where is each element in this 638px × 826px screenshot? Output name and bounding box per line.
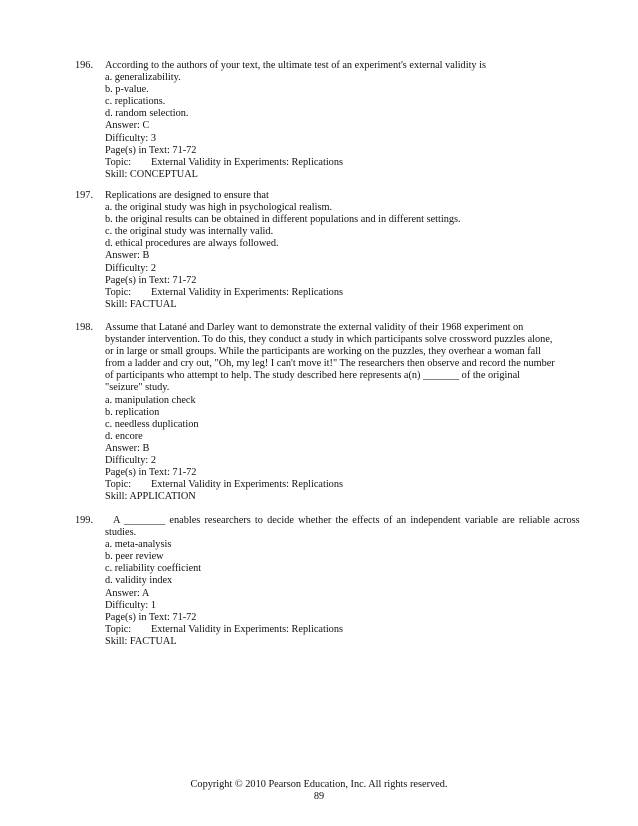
skill: Skill: APPLICATION bbox=[105, 491, 196, 503]
difficulty: Difficulty: 2 bbox=[105, 455, 157, 467]
option-a: a. generalizability. bbox=[105, 72, 181, 84]
topic-label: Topic: bbox=[105, 156, 132, 168]
topic bbox=[105, 479, 575, 491]
topic-label: Topic: bbox=[105, 623, 132, 635]
option-a: a. meta-analysis bbox=[105, 539, 172, 551]
question-198 bbox=[75, 322, 575, 503]
question-199 bbox=[75, 515, 580, 648]
option-b: b. the original results can be obtained in different populations and in different settings. bbox=[105, 214, 461, 226]
topic bbox=[105, 287, 575, 299]
option-b: b. peer review bbox=[105, 551, 164, 563]
question-body bbox=[105, 322, 575, 503]
answer: Answer: B bbox=[105, 250, 150, 262]
topic bbox=[105, 157, 575, 169]
topic-value: External Validity in Experiments: Replications bbox=[151, 479, 343, 491]
option-c: c. needless duplication bbox=[105, 418, 199, 430]
topic-value: External Validity in Experiments: Replications bbox=[151, 156, 343, 168]
skill: Skill: CONCEPTUAL bbox=[105, 168, 198, 180]
option-d: d. validity index bbox=[105, 575, 173, 587]
difficulty: Difficulty: 1 bbox=[105, 599, 157, 611]
question-number: 199. bbox=[75, 515, 94, 526]
option-b: b. p-value. bbox=[105, 84, 149, 96]
text-pages: Page(s) in Text: 71-72 bbox=[105, 274, 197, 286]
question-stem-line: studies. bbox=[105, 527, 137, 539]
page-number: 89 bbox=[313, 791, 325, 802]
question-stem-line: bystander intervention. To do this, they conduct a study in which participants solve crossword puzzles alone, bbox=[105, 334, 553, 346]
question-body bbox=[105, 515, 580, 648]
topic bbox=[105, 624, 575, 636]
topic-value: External Validity in Experiments: Replications bbox=[151, 286, 343, 298]
option-d: d. encore bbox=[105, 430, 143, 442]
page-footer bbox=[0, 779, 638, 803]
answer: Answer: A bbox=[105, 587, 150, 599]
option-c: c. the original study was internally valid. bbox=[105, 226, 274, 238]
text-pages: Page(s) in Text: 71-72 bbox=[105, 611, 197, 623]
difficulty: Difficulty: 3 bbox=[105, 132, 157, 144]
question-stem: Replications are designed to ensure that bbox=[105, 190, 269, 201]
question-stem-text: A ________ enables researchers to decide whether the effects of an independent variable are reliable across bbox=[113, 515, 580, 526]
question-stem-line: Assume that Latané and Darley want to demonstrate the external validity of their 1968 experiment on bbox=[105, 322, 524, 333]
question-197 bbox=[75, 190, 575, 311]
text-pages: Page(s) in Text: 71-72 bbox=[105, 144, 197, 156]
question-stem-line: of participants who attempt to help. The study described here represents a(n) _______ of the original bbox=[105, 370, 520, 382]
question-number: 197. bbox=[75, 190, 94, 201]
question-stem-line bbox=[105, 515, 580, 527]
question-stem-line: or in large or small groups. While the participants are working on the puzzles, they overhear a woman fall bbox=[105, 346, 541, 358]
option-c: c. replications. bbox=[105, 96, 166, 108]
option-b: b. replication bbox=[105, 406, 160, 418]
question-number: 196. bbox=[75, 60, 94, 71]
topic-label: Topic: bbox=[105, 479, 132, 491]
topic-label: Topic: bbox=[105, 286, 132, 298]
answer: Answer: B bbox=[105, 442, 150, 454]
skill: Skill: FACTUAL bbox=[105, 298, 177, 310]
question-number: 198. bbox=[75, 322, 94, 333]
text-pages: Page(s) in Text: 71-72 bbox=[105, 467, 197, 479]
question-stem-line: "seizure" study. bbox=[105, 382, 170, 394]
copyright-notice: Copyright © 2010 Pearson Education, Inc. All rights reserved. bbox=[190, 779, 448, 790]
question-stem-line: from a ladder and cry out, "Oh, my leg! I can't move it!" The researchers then observe and record the number bbox=[105, 358, 555, 370]
topic-value: External Validity in Experiments: Replications bbox=[151, 623, 343, 635]
difficulty: Difficulty: 2 bbox=[105, 262, 157, 274]
option-d: d. ethical procedures are always followed. bbox=[105, 238, 279, 250]
question-196 bbox=[75, 60, 575, 181]
option-a: a. manipulation check bbox=[105, 394, 196, 406]
answer: Answer: C bbox=[105, 120, 150, 132]
question-body bbox=[105, 190, 575, 311]
option-d: d. random selection. bbox=[105, 108, 189, 120]
option-a: a. the original study was high in psychological realism. bbox=[105, 202, 333, 214]
question-stem: According to the authors of your text, the ultimate test of an experiment's external validity is bbox=[105, 60, 487, 71]
option-c: c. reliability coefficient bbox=[105, 563, 202, 575]
question-body bbox=[105, 60, 575, 181]
skill: Skill: FACTUAL bbox=[105, 635, 177, 647]
